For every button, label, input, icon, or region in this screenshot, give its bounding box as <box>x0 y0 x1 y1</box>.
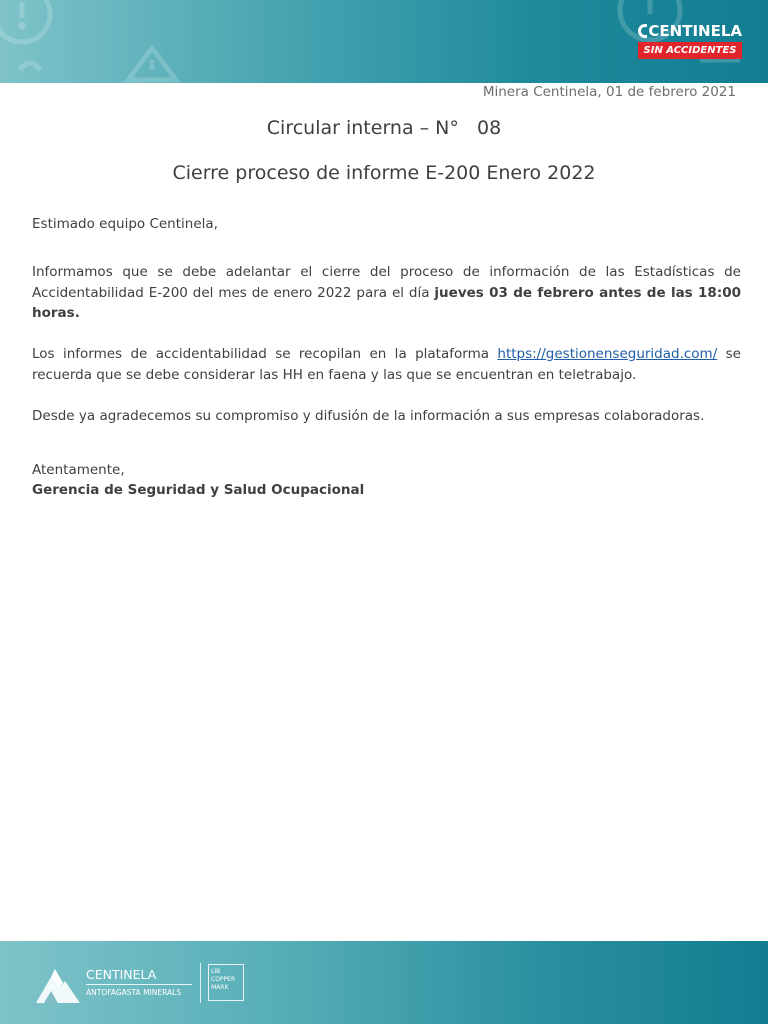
footer-rule <box>86 984 192 985</box>
footer-company-name: CENTINELA <box>86 967 157 982</box>
brand-name: CENTINELA <box>648 22 742 40</box>
paragraph-platform <box>32 344 741 385</box>
centinela-c-icon <box>638 24 647 38</box>
paragraph-deadline <box>32 262 741 324</box>
deadline-emphasis: jueves 03 de febrero antes de las 18:00 horas. <box>32 284 741 321</box>
copper-mark-badge <box>208 964 244 1001</box>
greeting: Estimado equipo Centinela, <box>32 216 218 232</box>
badge-line-2: COPPER <box>211 976 236 983</box>
centinela-antofagasta-logo <box>34 961 254 1009</box>
brand-tagline: SIN ACCIDENTES <box>638 42 742 59</box>
badge-line-3: MARK <box>211 984 229 991</box>
paragraph-platform-text-after: se recuerda que se debe considerar las HH en faena y las que se encuentran en teletrabajo. <box>32 346 741 383</box>
paragraph-platform-text-before: Los informes de accidentabilidad se recopilan en la plataforma <box>32 346 498 362</box>
circular-subject-title: Cierre proceso de informe E-200 Enero 2022 <box>172 162 596 184</box>
footer-band <box>0 941 768 1024</box>
badge-line-1: LIB <box>211 968 221 975</box>
footer-company-sub: ANTOFAGASTA MINERALS <box>86 988 182 997</box>
header-band <box>0 0 768 83</box>
paragraph-deadline-text: Informamos que se debe adelantar el cierre del proceso de información de las Estadísticas de Accidentabilidad E-200 del mes de enero 2022 para el día <box>32 264 741 301</box>
closing-salutation: Atentamente, <box>32 462 125 478</box>
footer-divider <box>200 963 201 1003</box>
centinela-sin-accidentes-logo <box>638 20 742 62</box>
circular-number-title: Circular interna – N° 08 <box>266 117 502 139</box>
paragraph-thanks: Desde ya agradecemos su compromiso y difusión de la información a sus empresas colaboradoras. <box>32 408 705 424</box>
platform-link[interactable]: https://gestionenseguridad.com/ <box>497 346 718 362</box>
mountain-logo-icon <box>34 965 82 1005</box>
document-date: Minera Centinela, 01 de febrero 2021 <box>482 84 736 100</box>
signature: Gerencia de Seguridad y Salud Ocupacional <box>32 482 365 498</box>
